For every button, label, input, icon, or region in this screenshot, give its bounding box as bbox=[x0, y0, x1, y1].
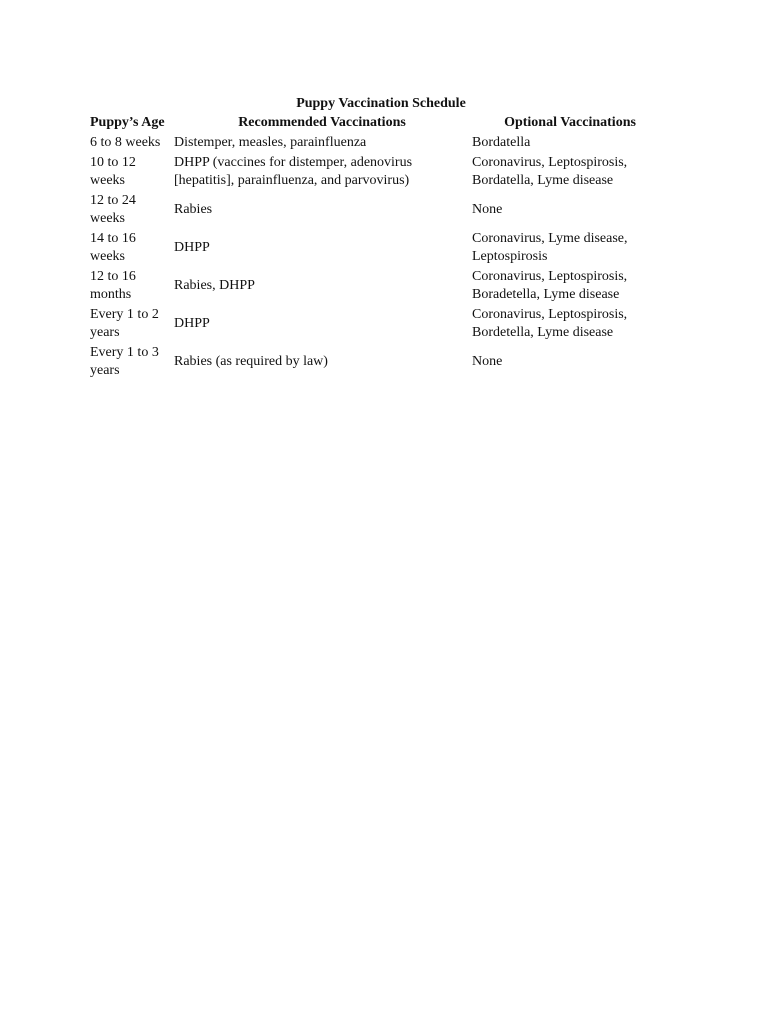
age-cell: Every 1 to 2 years bbox=[90, 307, 159, 340]
optional-cell: Coronavirus, Lyme disease, Leptospirosis bbox=[472, 231, 628, 264]
age-cell: 10 to 12 weeks bbox=[90, 155, 136, 188]
table-row bbox=[88, 344, 668, 382]
table-row bbox=[88, 306, 668, 344]
optional-cell: Coronavirus, Leptospirosis, Bordetella, Lyme disease bbox=[472, 307, 628, 340]
column-header-recommended: Recommended Vaccinations bbox=[238, 115, 406, 130]
optional-cell: Coronavirus, Leptospirosis, Bordatella, Lyme disease bbox=[472, 155, 628, 188]
age-cell: Every 1 to 3 years bbox=[90, 345, 159, 378]
recommended-cell: DHPP (vaccines for distemper, adenovirus [hepatitis], parainfluenza, and parvovirus) bbox=[174, 155, 413, 188]
recommended-cell: Rabies, DHPP bbox=[174, 278, 255, 293]
recommended-cell: DHPP bbox=[174, 240, 210, 255]
age-cell: 12 to 16 months bbox=[90, 269, 136, 302]
column-header-age: Puppy’s Age bbox=[90, 115, 165, 130]
table-row bbox=[88, 154, 668, 192]
table-header-row bbox=[88, 114, 668, 134]
optional-cell: Bordatella bbox=[472, 135, 531, 150]
document-title: Puppy Vaccination Schedule bbox=[296, 96, 466, 111]
table-row bbox=[88, 230, 668, 268]
table-row bbox=[88, 192, 668, 230]
table-row bbox=[88, 268, 668, 306]
vaccination-schedule-table bbox=[88, 114, 668, 382]
optional-cell: None bbox=[472, 202, 503, 217]
column-header-optional: Optional Vaccinations bbox=[504, 115, 636, 130]
age-cell: 12 to 24 weeks bbox=[90, 193, 136, 226]
recommended-cell: Distemper, measles, parainfluenza bbox=[174, 135, 367, 150]
recommended-cell: Rabies bbox=[174, 202, 213, 217]
age-cell: 14 to 16 weeks bbox=[90, 231, 136, 264]
optional-cell: Coronavirus, Leptospirosis, Boradetella, Lyme disease bbox=[472, 269, 628, 302]
age-cell: 6 to 8 weeks bbox=[90, 135, 161, 150]
recommended-cell: DHPP bbox=[174, 316, 210, 331]
optional-cell: None bbox=[472, 354, 503, 369]
recommended-cell: Rabies (as required by law) bbox=[174, 354, 328, 369]
table-row bbox=[88, 134, 668, 154]
